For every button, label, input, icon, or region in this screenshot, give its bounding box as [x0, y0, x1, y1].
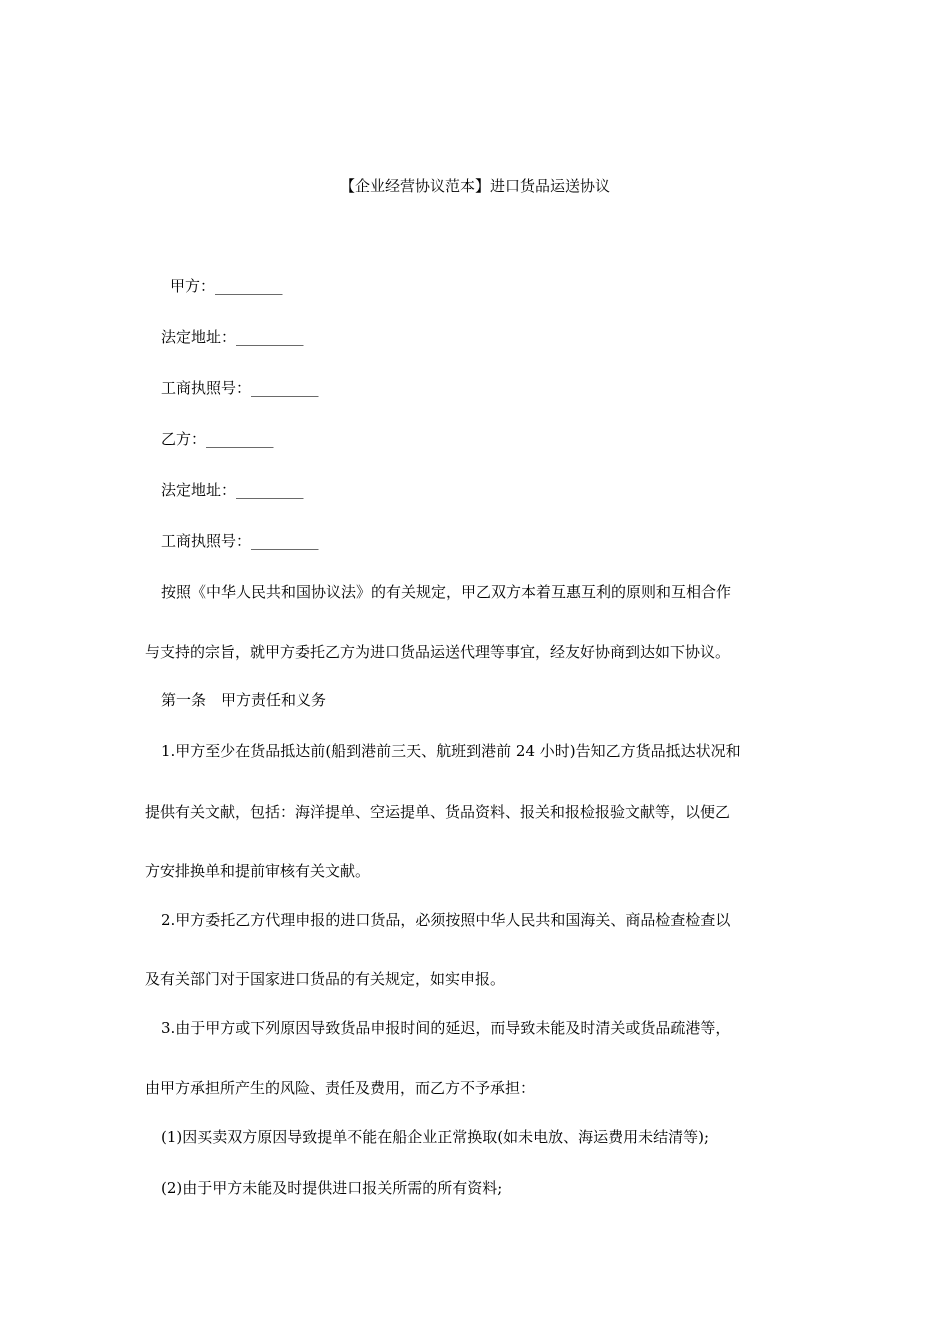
party-b-license-line [161, 531, 319, 551]
clause-1-line-2: 提供有关文献，包括：海洋提单、空运提单、货品资料、报关和报检报验文献等，以便乙 [145, 803, 731, 821]
party-b-license-blank: _________ [251, 532, 319, 550]
party-a-address-line [161, 327, 304, 347]
intro-line-1: 按照《中华人民共和国协议法》的有关规定，甲乙双方本着互惠互利的原则和互相合作 [161, 583, 732, 601]
clause-2-line-1: 2.甲方委托乙方代理申报的进口货品，必须按照中华人民共和国海关、商品检查检查以 [161, 911, 731, 929]
party-b-line [161, 429, 274, 449]
sub-item-2: (2)由于甲方未能及时提供进口报关所需的所有资料; [161, 1179, 503, 1197]
clause-2-line-2: 及有关部门对于国家进口货品的有关规定，如实申报。 [145, 970, 506, 988]
party-a-address-blank: _________ [236, 328, 304, 346]
clause-1-line-3: 方安排换单和提前审核有关文献。 [145, 862, 371, 880]
party-b-address-line [161, 480, 304, 500]
party-b-blank: _________ [206, 430, 274, 448]
article-1-heading: 第一条 甲方责任和义务 [161, 691, 327, 709]
sub-item-1: (1)因买卖双方原因导致提单不能在船企业正常换取(如未电放、海运费用未结清等); [161, 1128, 710, 1146]
party-b-address-label: 法定地址： [161, 481, 237, 499]
party-b-address-blank: _________ [236, 481, 304, 499]
clause-1-line-1: 1.甲方至少在货品抵达前(船到港前三天、航班到港前 24 小时)告知乙方货品抵达状况和 [161, 742, 741, 760]
party-a-license-blank: _________ [251, 379, 319, 397]
clause-3-line-1: 3.由于甲方或下列原因导致货品申报时间的延迟，而导致未能及时清关或货品疏港等， [161, 1019, 731, 1037]
party-b-license-label: 工商执照号： [161, 532, 252, 550]
party-b-label: 乙方： [161, 430, 207, 448]
document-title: 【企业经营协议范本】进口货品运送协议 [339, 177, 610, 195]
party-a-license-line [161, 378, 319, 398]
intro-line-2: 与支持的宗旨，就甲方委托乙方为进口货品运送代理等事宜，经友好协商到达如下协议。 [145, 643, 731, 661]
party-a-blank: _________ [215, 277, 283, 295]
clause-3-line-2: 由甲方承担所产生的风险、责任及费用，而乙方不予承担： [145, 1079, 536, 1097]
party-a-label: 甲方： [170, 277, 216, 295]
party-a-address-label: 法定地址： [161, 328, 237, 346]
party-a-line [170, 276, 283, 296]
party-a-license-label: 工商执照号： [161, 379, 252, 397]
